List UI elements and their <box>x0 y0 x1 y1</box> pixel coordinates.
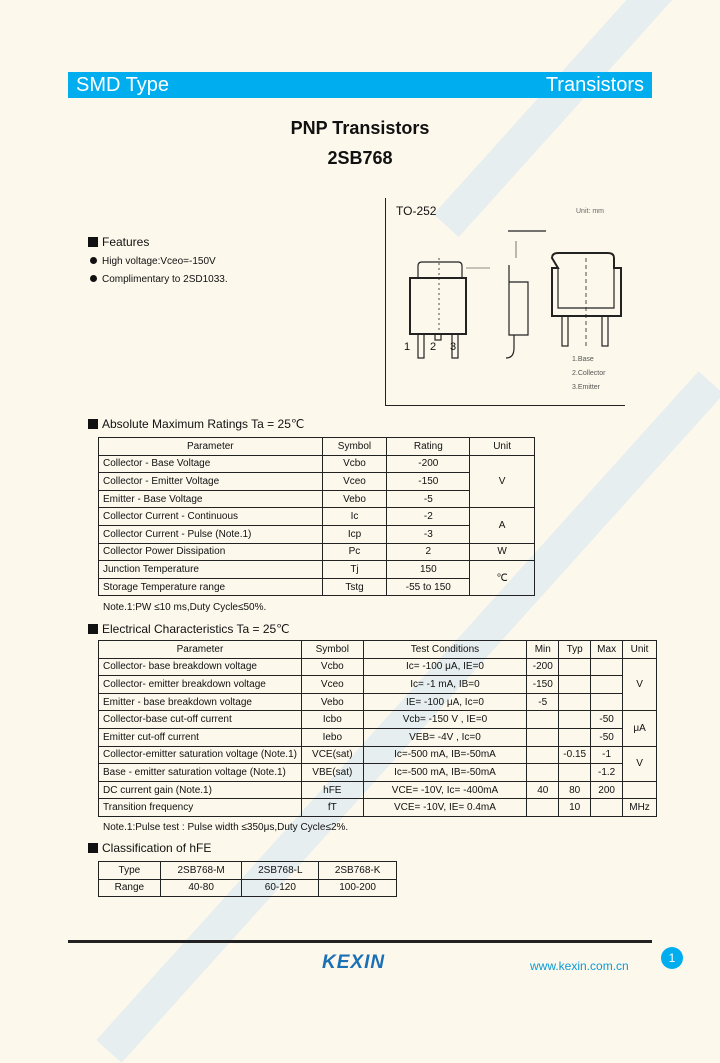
table-row <box>99 455 535 473</box>
pin-label: 2.Collector <box>572 370 606 377</box>
table-cell: -5 <box>387 490 470 508</box>
table-cell: 2SB768-L <box>242 862 319 880</box>
table-cell: VCE= -10V, IE= 0.4mA <box>363 799 527 817</box>
table-cell: -0.15 <box>559 746 591 764</box>
table-cell: Symbol <box>322 438 387 456</box>
table-cell <box>559 658 591 676</box>
table-cell: Unit <box>623 641 657 659</box>
elec-table <box>98 640 657 817</box>
table-cell <box>527 728 559 746</box>
feature-item: High voltage:Vceo=-150V <box>90 256 216 267</box>
table-cell: Vceo <box>322 473 387 491</box>
table-row <box>99 728 657 746</box>
table-cell: Parameter <box>99 641 302 659</box>
table-cell: Base - emitter saturation voltage (Note.1) <box>99 764 302 782</box>
table-cell: Vebo <box>301 693 363 711</box>
table-cell: 80 <box>559 781 591 799</box>
footer-rule <box>68 940 652 943</box>
table-header <box>99 438 535 456</box>
table-cell: Vebo <box>322 490 387 508</box>
table-cell: Type <box>99 862 161 880</box>
table-cell: VCE= -10V, Ic= -400mA <box>363 781 527 799</box>
table-row <box>99 578 535 596</box>
table-cell: 40 <box>527 781 559 799</box>
table-row <box>99 693 657 711</box>
table-cell <box>559 693 591 711</box>
table-row <box>99 711 657 729</box>
table-cell: -2 <box>387 508 470 526</box>
table-cell: Collector-emitter saturation voltage (Note.1) <box>99 746 302 764</box>
table-row <box>99 879 397 897</box>
table-cell: Vceo <box>301 676 363 694</box>
table-cell: DC current gain (Note.1) <box>99 781 302 799</box>
table-cell: -150 <box>387 473 470 491</box>
table-cell: Icp <box>322 525 387 543</box>
package-name: TO-252 <box>396 204 437 218</box>
table-cell: MHz <box>623 799 657 817</box>
table-cell: -50 <box>591 728 623 746</box>
table-row <box>99 525 535 543</box>
table-cell: Collector - Base Voltage <box>99 455 323 473</box>
features-heading: Features <box>88 235 149 249</box>
table-cell <box>559 711 591 729</box>
table-row <box>99 764 657 782</box>
elec-note: Note.1:Pulse test : Pulse width ≤350μs,Duty Cycle≤2%. <box>103 822 349 833</box>
table-cell: Tj <box>322 561 387 579</box>
hfe-table <box>98 861 397 897</box>
table-cell <box>559 676 591 694</box>
abs-max-note: Note.1:PW ≤10 ms,Duty Cycle≤50%. <box>103 602 267 613</box>
table-cell: -1 <box>591 746 623 764</box>
abs-max-heading: Absolute Maximum Ratings Ta = 25℃ <box>88 417 304 431</box>
table-cell <box>559 728 591 746</box>
table-cell: Ic=-500 mA, IB=-50mA <box>363 746 527 764</box>
table-cell: Rating <box>387 438 470 456</box>
table-cell: -1.2 <box>591 764 623 782</box>
table-cell: 100-200 <box>319 879 397 897</box>
table-row <box>99 490 535 508</box>
table-cell: Range <box>99 879 161 897</box>
table-cell: Unit <box>470 438 535 456</box>
table-cell: Ic <box>322 508 387 526</box>
table-row <box>99 862 397 880</box>
square-bullet-icon <box>88 237 98 247</box>
table-cell: 10 <box>559 799 591 817</box>
table-cell: Storage Temperature range <box>99 578 323 596</box>
table-cell: Transition frequency <box>99 799 302 817</box>
feature-item: Complimentary to 2SD1033. <box>90 274 228 285</box>
table-cell <box>591 676 623 694</box>
table-cell: Max <box>591 641 623 659</box>
table-cell: Junction Temperature <box>99 561 323 579</box>
table-cell: 2SB768-M <box>160 862 242 880</box>
pin-number: 3 <box>450 341 457 353</box>
table-cell: Icbo <box>301 711 363 729</box>
table-cell: V <box>623 658 657 711</box>
table-cell: Min <box>527 641 559 659</box>
table-cell: -3 <box>387 525 470 543</box>
table-cell: VBE(sat) <box>301 764 363 782</box>
table-cell: Emitter - base breakdown voltage <box>99 693 302 711</box>
page-number: 1 <box>661 947 683 969</box>
table-cell: Parameter <box>99 438 323 456</box>
table-cell: 2SB768-K <box>319 862 397 880</box>
table-cell: -200 <box>387 455 470 473</box>
table-header <box>99 641 657 659</box>
table-cell: Collector- base breakdown voltage <box>99 658 302 676</box>
table-cell: A <box>470 508 535 543</box>
table-cell: 150 <box>387 561 470 579</box>
table-cell: Vcbo <box>322 455 387 473</box>
table-cell: Collector Power Dissipation <box>99 543 323 561</box>
table-cell: Pc <box>322 543 387 561</box>
package-drawing <box>385 198 625 406</box>
kexin-logo: KEXIN <box>322 952 386 973</box>
table-cell: Collector-base cut-off current <box>99 711 302 729</box>
table-cell: -5 <box>527 693 559 711</box>
square-bullet-icon <box>88 843 98 853</box>
table-cell: IE= -100 μA, Ic=0 <box>363 693 527 711</box>
table-cell: Emitter - Base Voltage <box>99 490 323 508</box>
table-cell <box>591 799 623 817</box>
bullet-icon <box>90 257 97 264</box>
table-row <box>99 473 535 491</box>
table-row <box>99 781 657 799</box>
table-cell: Collector Current - Continuous <box>99 508 323 526</box>
table-cell: V <box>470 455 535 508</box>
table-cell: Iebo <box>301 728 363 746</box>
table-row <box>99 543 535 561</box>
table-cell: V <box>623 746 657 781</box>
table-cell <box>559 764 591 782</box>
table-cell: Collector Current - Pulse (Note.1) <box>99 525 323 543</box>
table-cell <box>527 746 559 764</box>
table-cell: Test Conditions <box>363 641 527 659</box>
table-cell: 40-80 <box>160 879 242 897</box>
table-cell: Typ <box>559 641 591 659</box>
table-cell: μA <box>623 711 657 746</box>
table-cell: ℃ <box>470 561 535 596</box>
elec-heading: Electrical Characteristics Ta = 25℃ <box>88 622 290 636</box>
header-bar <box>68 72 652 98</box>
table-cell <box>591 693 623 711</box>
header-left: SMD Type <box>76 74 169 96</box>
table-cell: Emitter cut-off current <box>99 728 302 746</box>
abs-max-table <box>98 437 535 596</box>
table-row <box>99 561 535 579</box>
table-cell: -55 to 150 <box>387 578 470 596</box>
table-row <box>99 799 657 817</box>
table-cell: fT <box>301 799 363 817</box>
header-right: Transistors <box>545 74 644 96</box>
table-cell <box>623 781 657 799</box>
table-row <box>99 746 657 764</box>
table-cell: Tstg <box>322 578 387 596</box>
table-cell: Collector- emitter breakdown voltage <box>99 676 302 694</box>
table-cell: Symbol <box>301 641 363 659</box>
bullet-icon <box>90 275 97 282</box>
pin-number: 2 <box>430 341 437 353</box>
table-cell: -200 <box>527 658 559 676</box>
table-cell: Ic=-500 mA, IB=-50mA <box>363 764 527 782</box>
table-row <box>99 676 657 694</box>
table-cell: Collector - Emitter Voltage <box>99 473 323 491</box>
table-cell: Ic= -100 μA, IE=0 <box>363 658 527 676</box>
table-cell: VEB= -4V , Ic=0 <box>363 728 527 746</box>
table-cell: Ic= -1 mA, IB=0 <box>363 676 527 694</box>
table-cell: -50 <box>591 711 623 729</box>
table-row <box>99 658 657 676</box>
pin-label: 1.Base <box>572 356 594 363</box>
table-cell: W <box>470 543 535 561</box>
square-bullet-icon <box>88 624 98 634</box>
pin-number: 1 <box>404 341 411 353</box>
page-title: PNP Transistors <box>290 118 430 138</box>
hfe-heading: Classification of hFE <box>88 841 211 855</box>
part-number: 2SB768 <box>327 148 393 168</box>
table-cell: -150 <box>527 676 559 694</box>
table-cell: 200 <box>591 781 623 799</box>
table-cell: hFE <box>301 781 363 799</box>
table-cell <box>527 764 559 782</box>
table-cell: Vcb= -150 V , IE=0 <box>363 711 527 729</box>
table-cell: Vcbo <box>301 658 363 676</box>
table-cell: VCE(sat) <box>301 746 363 764</box>
unit-label: Unit: mm <box>576 208 604 215</box>
table-cell <box>527 711 559 729</box>
table-cell: 60-120 <box>242 879 319 897</box>
table-cell <box>527 799 559 817</box>
square-bullet-icon <box>88 419 98 429</box>
website-link[interactable]: www.kexin.com.cn <box>530 959 629 973</box>
table-cell: 2 <box>387 543 470 561</box>
pin-label: 3.Emitter <box>572 384 601 391</box>
table-row <box>99 508 535 526</box>
table-cell <box>591 658 623 676</box>
